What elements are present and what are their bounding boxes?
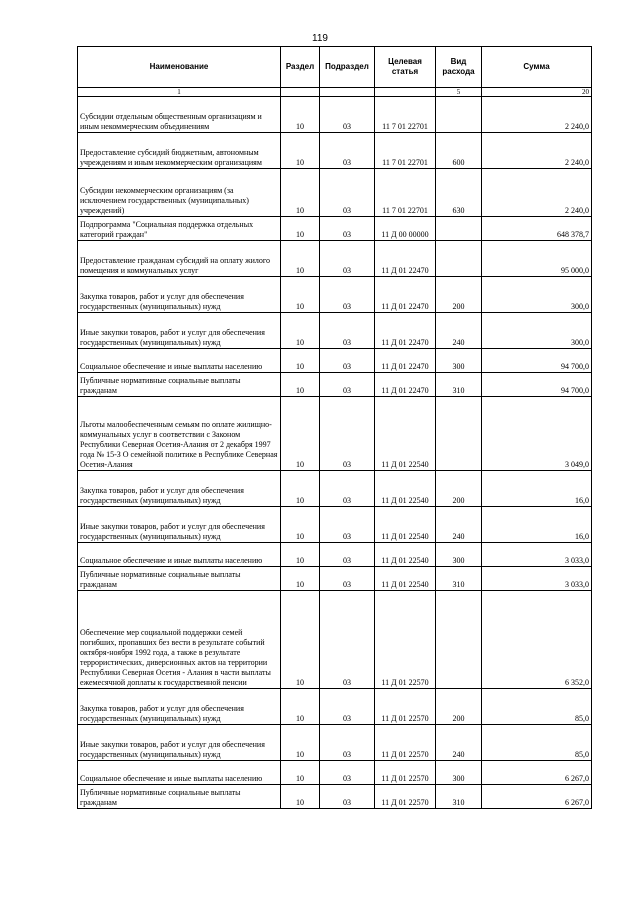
row-type: 310 [436, 567, 482, 591]
row-type: 200 [436, 277, 482, 313]
row-type: 630 [436, 169, 482, 217]
header-subsection: Подраздел [320, 47, 375, 88]
row-subsection: 03 [320, 543, 375, 567]
row-type: 200 [436, 689, 482, 725]
column-number [281, 88, 320, 97]
row-section: 10 [281, 349, 320, 373]
column-number: 1 [78, 88, 281, 97]
row-subsection: 03 [320, 241, 375, 277]
row-sum: 6 352,0 [482, 591, 592, 689]
row-target: 11 7 01 22701 [375, 169, 436, 217]
table-row [78, 689, 592, 725]
row-sum: 6 267,0 [482, 785, 592, 809]
row-type: 300 [436, 761, 482, 785]
row-name: Публичные нормативные социальные выплаты гражданам [78, 373, 281, 397]
row-sum: 16,0 [482, 471, 592, 507]
table-row [78, 97, 592, 133]
row-section: 10 [281, 785, 320, 809]
row-type: 240 [436, 313, 482, 349]
row-type: 200 [436, 471, 482, 507]
table-row [78, 169, 592, 217]
row-target: 11 Д 01 22470 [375, 313, 436, 349]
header-name: Наименование [78, 47, 281, 88]
table-row [78, 761, 592, 785]
row-sum: 2 240,0 [482, 133, 592, 169]
header-section: Раздел [281, 47, 320, 88]
row-name: Иные закупки товаров, работ и услуг для обеспечения государственных (муниципальных) нужд [78, 507, 281, 543]
row-name: Социальное обеспечение и иные выплаты населению [78, 761, 281, 785]
table-row [78, 507, 592, 543]
row-type: 600 [436, 133, 482, 169]
row-target: 11 Д 01 22540 [375, 543, 436, 567]
table-row [78, 543, 592, 567]
row-subsection: 03 [320, 761, 375, 785]
row-sum: 85,0 [482, 725, 592, 761]
row-sum: 94 700,0 [482, 349, 592, 373]
page-number: 119 [312, 33, 328, 44]
row-type [436, 217, 482, 241]
row-section: 10 [281, 169, 320, 217]
column-number [375, 88, 436, 97]
row-type: 240 [436, 725, 482, 761]
row-target: 11 Д 01 22470 [375, 373, 436, 397]
row-subsection: 03 [320, 567, 375, 591]
row-section: 10 [281, 277, 320, 313]
table-row [78, 313, 592, 349]
row-sum: 95 000,0 [482, 241, 592, 277]
row-name: Льготы малообеспеченным семьям по оплате жилищно-коммунальных услуг в соответствии с Законом Республики Северная Осетия-Алания от 2 декабря 1997 года № 15-З О семейной политике в Республике Северная Осетия-Алания [78, 397, 281, 471]
row-type: 310 [436, 373, 482, 397]
row-subsection: 03 [320, 471, 375, 507]
table-row [78, 785, 592, 809]
header-sum: Сумма [482, 47, 592, 88]
row-name: Социальное обеспечение и иные выплаты населению [78, 349, 281, 373]
row-name: Иные закупки товаров, работ и услуг для обеспечения государственных (муниципальных) нужд [78, 725, 281, 761]
header-type: Вид расхода [436, 47, 482, 88]
row-name: Предоставление субсидий бюджетным, автономным учреждениям и иным некоммерческим организациям [78, 133, 281, 169]
row-section: 10 [281, 591, 320, 689]
row-section: 10 [281, 313, 320, 349]
row-subsection: 03 [320, 217, 375, 241]
table-row [78, 471, 592, 507]
row-target: 11 Д 01 22540 [375, 471, 436, 507]
row-subsection: 03 [320, 349, 375, 373]
row-section: 10 [281, 507, 320, 543]
row-sum: 16,0 [482, 507, 592, 543]
row-target: 11 Д 01 22570 [375, 761, 436, 785]
row-name: Предоставление гражданам субсидий на оплату жилого помещения и коммунальных услуг [78, 241, 281, 277]
row-name: Закупка товаров, работ и услуг для обеспечения государственных (муниципальных) нужд [78, 277, 281, 313]
table-header-row [78, 47, 592, 88]
row-subsection: 03 [320, 591, 375, 689]
table-row [78, 373, 592, 397]
row-type: 300 [436, 543, 482, 567]
row-target: 11 7 01 22701 [375, 97, 436, 133]
row-target: 11 Д 01 22540 [375, 397, 436, 471]
table-row [78, 397, 592, 471]
row-sum: 648 378,7 [482, 217, 592, 241]
column-number: 5 [436, 88, 482, 97]
row-name: Субсидии некоммерческим организациям (за исключением государственных (муниципальных) учреждений) [78, 169, 281, 217]
column-number: 20 [482, 88, 592, 97]
row-sum: 300,0 [482, 313, 592, 349]
budget-table [77, 46, 592, 809]
row-section: 10 [281, 133, 320, 169]
row-name: Закупка товаров, работ и услуг для обеспечения государственных (муниципальных) нужд [78, 471, 281, 507]
row-section: 10 [281, 97, 320, 133]
row-subsection: 03 [320, 133, 375, 169]
row-name: Закупка товаров, работ и услуг для обеспечения государственных (муниципальных) нужд [78, 689, 281, 725]
row-sum: 300,0 [482, 277, 592, 313]
row-subsection: 03 [320, 397, 375, 471]
row-target: 11 Д 01 22570 [375, 591, 436, 689]
row-subsection: 03 [320, 785, 375, 809]
row-type: 240 [436, 507, 482, 543]
row-name: Иные закупки товаров, работ и услуг для обеспечения государственных (муниципальных) нужд [78, 313, 281, 349]
row-target: 11 Д 01 22470 [375, 349, 436, 373]
row-target: 11 Д 01 22570 [375, 689, 436, 725]
row-type [436, 591, 482, 689]
row-section: 10 [281, 471, 320, 507]
row-section: 10 [281, 761, 320, 785]
row-sum: 3 033,0 [482, 543, 592, 567]
row-subsection: 03 [320, 507, 375, 543]
row-subsection: 03 [320, 169, 375, 217]
row-sum: 6 267,0 [482, 761, 592, 785]
row-name: Публичные нормативные социальные выплаты гражданам [78, 785, 281, 809]
row-target: 11 Д 01 22570 [375, 785, 436, 809]
row-name: Публичные нормативные социальные выплаты гражданам [78, 567, 281, 591]
row-sum: 3 033,0 [482, 567, 592, 591]
row-section: 10 [281, 217, 320, 241]
row-section: 10 [281, 567, 320, 591]
table-row [78, 277, 592, 313]
row-target: 11 Д 01 22470 [375, 241, 436, 277]
row-sum: 2 240,0 [482, 97, 592, 133]
row-sum: 3 049,0 [482, 397, 592, 471]
row-target: 11 7 01 22701 [375, 133, 436, 169]
row-section: 10 [281, 725, 320, 761]
row-section: 10 [281, 397, 320, 471]
column-number [320, 88, 375, 97]
row-target: 11 Д 01 22540 [375, 567, 436, 591]
row-name: Субсидии отдельным общественным организациям и иным некоммерческим объединениям [78, 97, 281, 133]
row-subsection: 03 [320, 277, 375, 313]
row-type [436, 97, 482, 133]
column-number-row [78, 88, 592, 97]
row-section: 10 [281, 543, 320, 567]
row-sum: 94 700,0 [482, 373, 592, 397]
row-name: Социальное обеспечение и иные выплаты населению [78, 543, 281, 567]
row-type: 310 [436, 785, 482, 809]
row-target: 11 Д 00 00000 [375, 217, 436, 241]
row-subsection: 03 [320, 373, 375, 397]
row-subsection: 03 [320, 725, 375, 761]
row-section: 10 [281, 241, 320, 277]
row-subsection: 03 [320, 97, 375, 133]
row-type [436, 397, 482, 471]
table-row [78, 725, 592, 761]
row-name: Подпрограмма "Социальная поддержка отдельных категорий граждан" [78, 217, 281, 241]
row-subsection: 03 [320, 689, 375, 725]
table-row [78, 241, 592, 277]
row-section: 10 [281, 689, 320, 725]
row-subsection: 03 [320, 313, 375, 349]
header-target: Целевая статья [375, 47, 436, 88]
table-row [78, 349, 592, 373]
table-row [78, 133, 592, 169]
row-target: 11 Д 01 22540 [375, 507, 436, 543]
row-name: Обеспечение мер социальной поддержки семей погибших, пропавших без вести в результате событий октября-ноября 1992 года, а также в результате террористических, диверсионных актов на территории Республики Северная Осетия - Алания в части выплаты ежемесячной доплаты к государственной пенсии [78, 591, 281, 689]
row-type: 300 [436, 349, 482, 373]
row-target: 11 Д 01 22570 [375, 725, 436, 761]
table-row [78, 591, 592, 689]
row-sum: 85,0 [482, 689, 592, 725]
table-row [78, 567, 592, 591]
row-section: 10 [281, 373, 320, 397]
row-sum: 2 240,0 [482, 169, 592, 217]
row-target: 11 Д 01 22470 [375, 277, 436, 313]
row-type [436, 241, 482, 277]
table-row [78, 217, 592, 241]
